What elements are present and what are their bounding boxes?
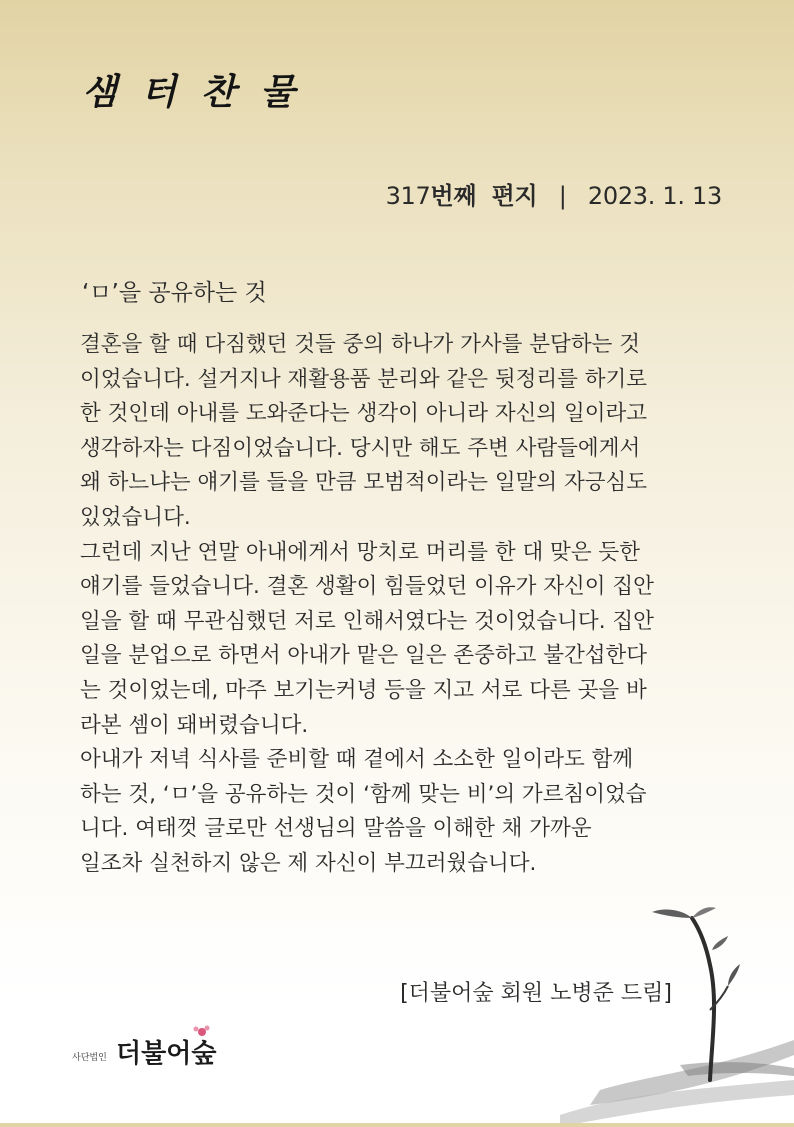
body-line: 한 것인데 아내를 도와준다는 생각이 아니라 자신의 일이라고 <box>80 401 648 427</box>
calligraphy-title-graphic <box>80 62 310 118</box>
calligraphy-title-logo <box>80 62 310 118</box>
flower-dot-icon <box>205 1026 210 1031</box>
body-line: 니다. 여태껏 글로만 선생님의 말씀을 이해한 채 가까운 <box>80 816 592 842</box>
flower-dot-icon <box>194 1027 199 1032</box>
letter-date: 2023. 1. 13 <box>587 182 722 210</box>
body-line: 일을 할 때 무관심했던 저로 인해서였다는 것이었습니다. 집안 <box>80 608 654 634</box>
header-separator: | <box>558 182 567 210</box>
body-line: 생각하자는 다짐이었습니다. 당시만 해도 주변 사람들에게서 <box>80 435 641 461</box>
letter-signature: [더불어숲 회원 노병준 드림] <box>400 981 672 1006</box>
letter-number: 317 <box>385 182 431 210</box>
body-line: 그런데 지난 연말 아내에게서 망치로 머리를 한 대 맞은 듯한 <box>80 539 640 565</box>
org-logo-name: 더불어숲 <box>116 1039 217 1069</box>
letter-number-suffix: 번째 <box>430 182 477 210</box>
body-line: 일을 분업으로 하면서 아내가 맡은 일은 존중하고 불간섭한다 <box>80 643 648 669</box>
body-line: 아내가 저녁 식사를 준비할 때 곁에서 소소한 일이라도 함께 <box>80 747 634 773</box>
body-line: 라본 셈이 돼버렸습니다. <box>80 712 309 738</box>
ink-plant-illustration <box>560 890 794 1123</box>
body-line: 일조차 실천하지 않은 제 자신이 부끄러웠습니다. <box>80 850 537 876</box>
body-line: 얘기를 들었습니다. 결혼 생활이 힘들었던 이유가 자신이 집안 <box>80 574 654 600</box>
body-line: 있었습니다. <box>80 504 191 530</box>
org-logo-graphic <box>70 1022 240 1072</box>
body-line: 는 것이었는데, 마주 보기는커녕 등을 지고 서로 다른 곳을 바 <box>80 677 647 703</box>
letter-header <box>386 176 722 211</box>
letter-body <box>80 328 740 882</box>
body-line: 왜 하느냐는 얘기를 들을 만큼 모범적이라는 일말의 자긍심도 <box>80 470 648 496</box>
letter-label: 편지 <box>491 182 538 210</box>
body-line: 결혼을 할 때 다짐했던 것들 중의 하나가 가사를 분담하는 것 <box>80 332 640 357</box>
org-logo <box>70 1022 240 1072</box>
title-logo-text: 샘 터 찬 물 <box>82 71 301 113</box>
body-line: 하는 것, ‘ㅁ’을 공유하는 것이 ‘함께 맞는 비’의 가르침이었습 <box>80 781 647 807</box>
letter-subject: ‘ㅁ’을 공유하는 것 <box>82 280 267 306</box>
org-logo-prefix: 사단법인 <box>72 1053 107 1063</box>
flower-dot-icon <box>198 1028 206 1036</box>
body-line: 이었습니다. 설거지나 재활용품 분리와 같은 뒷정리를 하기로 <box>80 366 648 392</box>
ink-plant-graphic <box>560 890 794 1123</box>
